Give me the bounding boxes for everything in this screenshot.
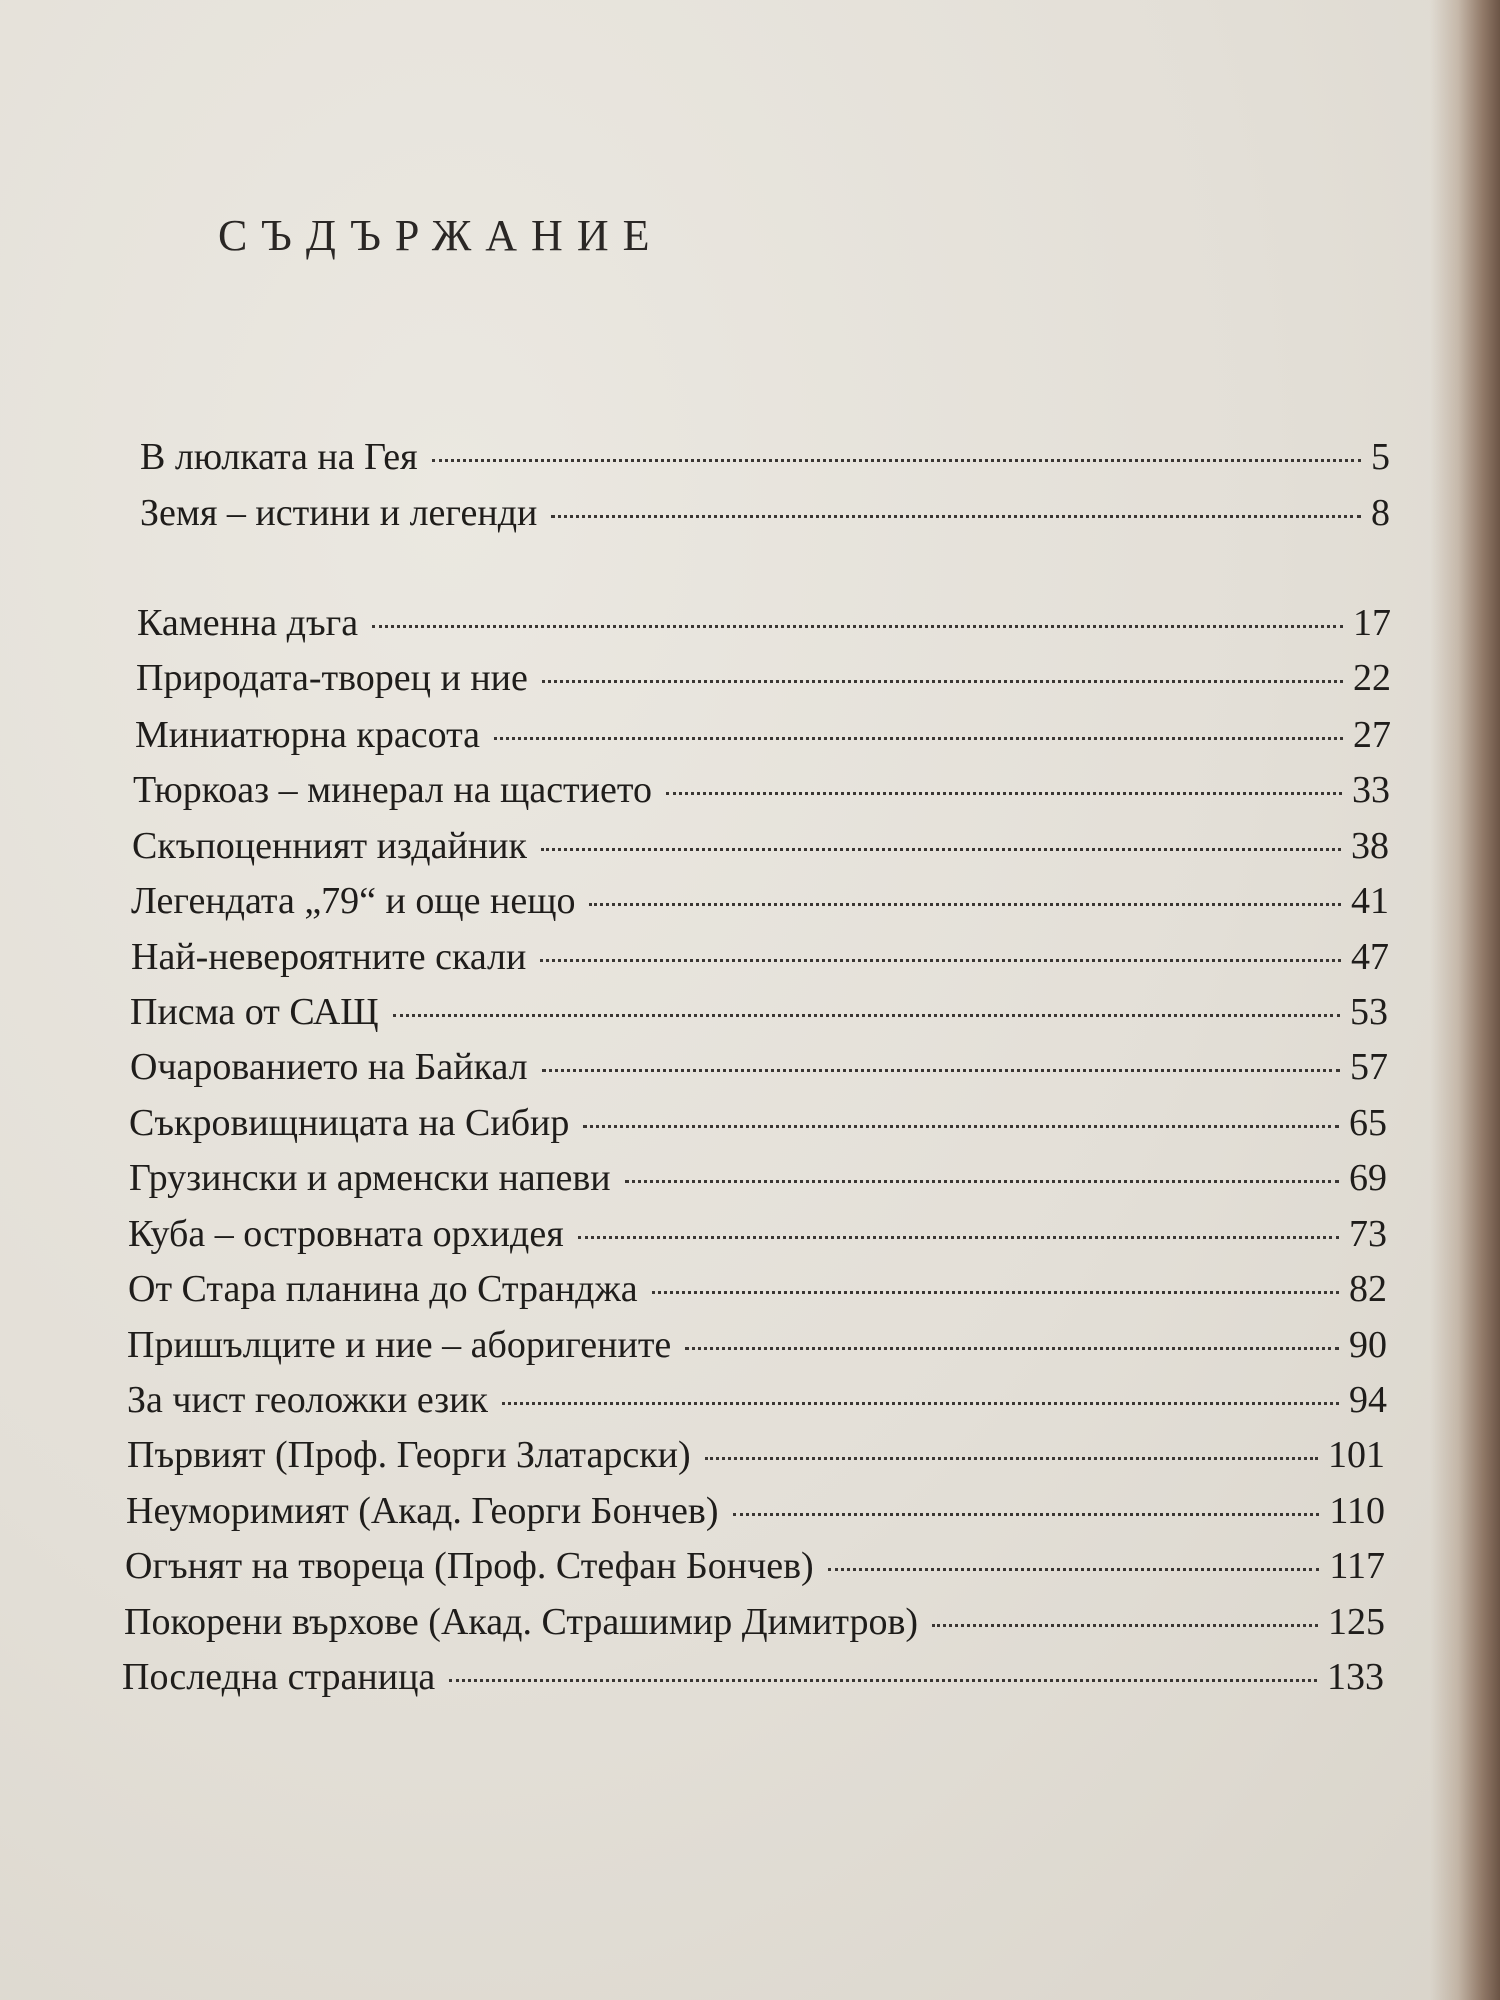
toc-entry <box>131 877 1389 925</box>
dot-leader <box>432 459 1361 462</box>
toc-entry-page: 53 <box>1350 991 1388 1033</box>
toc-entry-title: Миниатюрна красота <box>135 714 481 756</box>
toc-entry-page: 69 <box>1349 1157 1387 1199</box>
toc-entry-page: 5 <box>1371 436 1390 478</box>
dot-leader <box>542 680 1343 683</box>
toc-entry-title: Пришълците и ние – аборигените <box>127 1324 672 1366</box>
toc-entry-title: Неуморимият (Акад. Георги Бончев) <box>126 1490 719 1532</box>
toc-entry-page: 133 <box>1327 1656 1384 1698</box>
toc-entry-page: 57 <box>1350 1046 1388 1088</box>
toc-entry-title: Земя – истини и легенди <box>140 492 538 534</box>
toc-entry-page: 41 <box>1351 880 1389 922</box>
dot-leader <box>932 1624 1318 1627</box>
toc-entry <box>124 1598 1385 1646</box>
dot-leader <box>828 1568 1320 1571</box>
toc-entry-page: 27 <box>1353 714 1391 756</box>
toc-entry-page: 17 <box>1353 602 1391 644</box>
toc-entry-page: 73 <box>1349 1213 1387 1255</box>
dot-leader <box>733 1513 1320 1516</box>
dot-leader <box>542 1069 1340 1072</box>
toc-entry-title: Куба – островната орхидея <box>128 1213 564 1255</box>
toc-entry <box>128 1265 1387 1313</box>
toc-entry-page: 65 <box>1349 1102 1387 1144</box>
dot-leader <box>589 903 1341 906</box>
toc-entry <box>130 1043 1388 1091</box>
toc-entry-page: 22 <box>1353 657 1391 699</box>
toc-entry <box>127 1376 1387 1424</box>
dot-leader <box>583 1125 1339 1128</box>
toc-entry-page: 33 <box>1352 769 1390 811</box>
toc-entry <box>128 1210 1387 1258</box>
toc-entry-page: 47 <box>1351 936 1389 978</box>
toc-entry <box>129 1154 1387 1202</box>
toc-entry-title: Най-невероятните скали <box>131 936 527 978</box>
dot-leader <box>652 1291 1339 1294</box>
dot-leader <box>705 1457 1318 1460</box>
toc-entry <box>136 654 1391 702</box>
dot-leader <box>393 1014 1340 1017</box>
toc-entry <box>127 1431 1385 1479</box>
toc-entry-page: 82 <box>1349 1268 1387 1310</box>
dot-leader <box>551 515 1361 518</box>
toc-entry <box>125 1542 1385 1590</box>
toc-entry-title: Тюркоаз – минерал на щастието <box>133 769 652 811</box>
toc-entry-title: Последна страница <box>122 1656 436 1698</box>
toc-entry-page: 90 <box>1349 1324 1387 1366</box>
dot-leader <box>449 1679 1317 1682</box>
dot-leader <box>666 792 1342 795</box>
dot-leader <box>685 1347 1339 1350</box>
toc-entry-title: Писма от САЩ <box>130 991 379 1033</box>
toc-entry-page: 110 <box>1329 1490 1385 1532</box>
toc-entry-title: Първият (Проф. Георги Златарски) <box>127 1434 691 1476</box>
toc-entry-title: Легендата „79“ и още нещо <box>131 880 576 922</box>
toc-entry <box>127 1321 1387 1369</box>
toc-entry-title: Съкровищницата на Сибир <box>129 1102 570 1144</box>
toc-entry <box>140 433 1390 481</box>
toc-entry <box>130 988 1388 1036</box>
toc-entry-title: Скъпоценният издайник <box>132 825 527 867</box>
toc-entry-page: 38 <box>1351 825 1389 867</box>
dot-leader <box>625 1180 1339 1183</box>
page-title: СЪДЪРЖАНИЕ <box>218 211 664 260</box>
dot-leader <box>372 625 1343 628</box>
toc-entry-title: В люлката на Гея <box>140 436 418 478</box>
toc-entry <box>129 1099 1387 1147</box>
toc-entry-page: 8 <box>1371 492 1390 534</box>
toc-entry-title: Огънят на твореца (Проф. Стефан Бончев) <box>125 1545 814 1587</box>
dot-leader <box>578 1236 1339 1239</box>
toc-entry-title: Природата-творец и ние <box>136 657 528 699</box>
dot-leader <box>502 1402 1339 1405</box>
toc-entry-page: 94 <box>1349 1379 1387 1421</box>
dot-leader <box>541 848 1341 851</box>
toc-entry-title: Грузински и арменски напеви <box>129 1157 611 1199</box>
toc-entry-page: 117 <box>1329 1545 1385 1587</box>
toc-entry-title: Очарованието на Байкал <box>130 1046 528 1088</box>
toc-entry-title: Покорени върхове (Акад. Страшимир Димитров) <box>124 1601 919 1643</box>
toc-entry-page: 101 <box>1328 1434 1385 1476</box>
toc-entry-title: Каменна дъга <box>137 602 359 644</box>
toc-entry <box>132 822 1389 870</box>
toc-entry <box>126 1487 1385 1535</box>
toc-entry <box>131 933 1389 981</box>
toc-entry-title: От Стара планина до Странджа <box>128 1268 638 1310</box>
toc-entry-title: За чист геоложки език <box>127 1379 488 1421</box>
toc-entry <box>133 766 1390 814</box>
toc-entry <box>135 711 1391 759</box>
toc-entry-page: 125 <box>1328 1601 1385 1643</box>
toc-entry <box>122 1653 1384 1701</box>
toc-entry <box>140 489 1390 537</box>
dot-leader <box>540 959 1341 962</box>
dot-leader <box>494 737 1343 740</box>
toc-entry <box>137 599 1391 647</box>
